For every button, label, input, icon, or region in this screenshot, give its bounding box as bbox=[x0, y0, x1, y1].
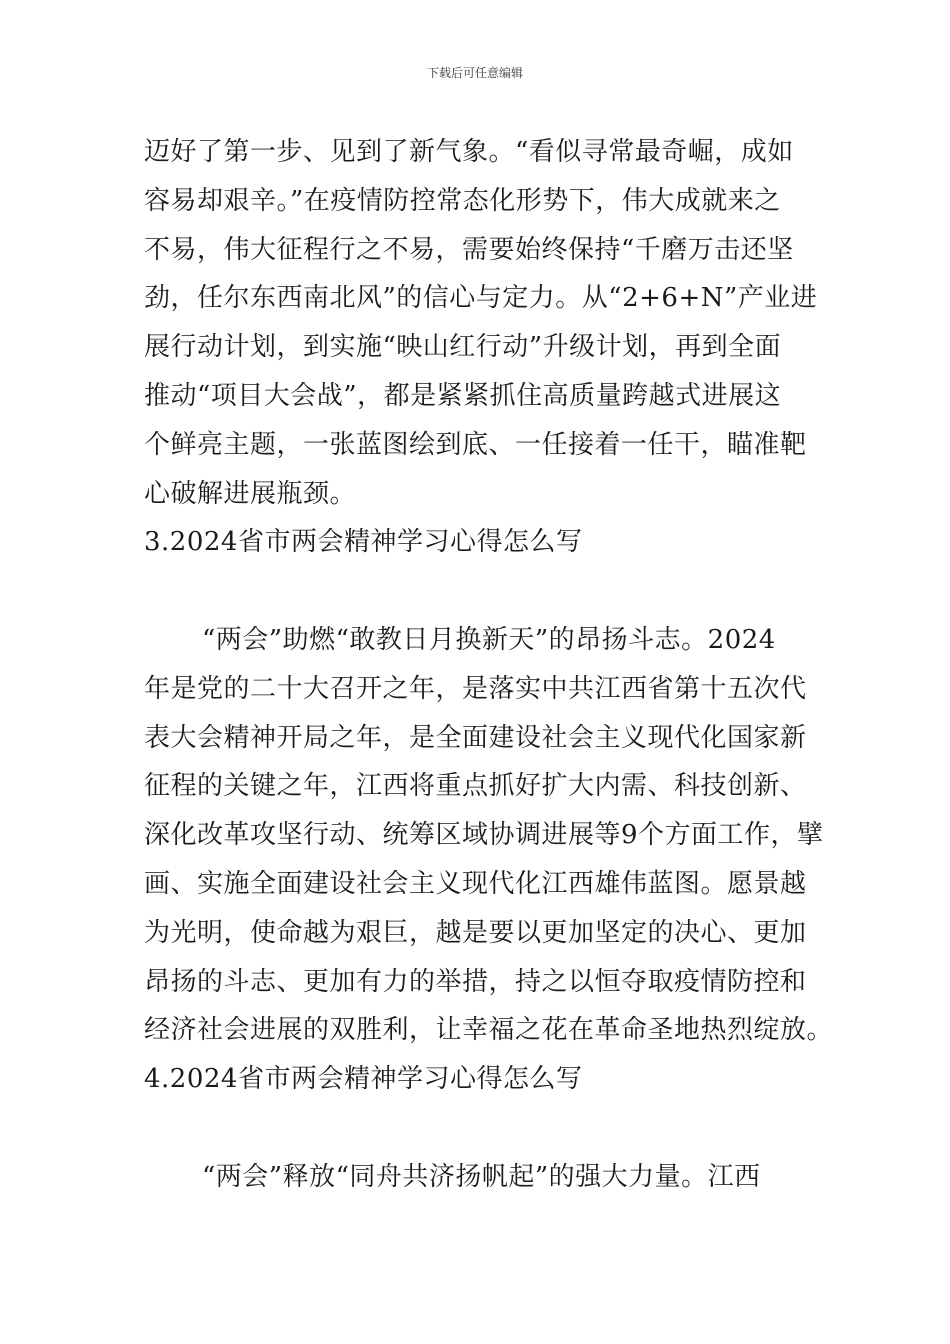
paragraph-line: “两会”释放“同舟共济扬帆起”的强大力量。江西 bbox=[202, 1161, 761, 1192]
document-body bbox=[144, 128, 834, 1202]
section-heading-3: 3.2024省市两会精神学习心得怎么写 bbox=[144, 527, 583, 558]
paragraph-line: 容易却艰辛。”在疫情防控常态化形势下，伟大成就来之 bbox=[144, 185, 781, 216]
paragraph-line: “两会”助燃“敢教日月换新天”的昂扬斗志。2024 bbox=[202, 624, 776, 655]
paragraph-line: 征程的关键之年，江西将重点抓好扩大内需、科技创新、 bbox=[144, 771, 807, 802]
paragraph-line: 劲，任尔东西南北风”的信心与定力。从“2+6+N”产业进 bbox=[144, 283, 818, 314]
page-header: 下载后可任意编辑 bbox=[426, 66, 523, 80]
paragraph-line: 个鲜亮主题，一张蓝图绘到底、一任接着一任干，瞄准靶 bbox=[144, 429, 807, 460]
paragraph-line: 展行动计划，到实施“映山红行动”升级计划，再到全面 bbox=[144, 332, 782, 363]
section-heading-4: 4.2024省市两会精神学习心得怎么写 bbox=[144, 1064, 583, 1095]
paragraph-line: 昂扬的斗志、更加有力的举措，持之以恒夺取疫情防控和 bbox=[144, 966, 807, 997]
paragraph-line: 经济社会进展的双胜利，让幸福之花在革命圣地热烈绽放。 bbox=[144, 1015, 834, 1046]
paragraph-line: 不易，伟大征程行之不易，需要始终保持“千磨万击还坚 bbox=[144, 234, 794, 265]
paragraph-line: 深化改革攻坚行动、统筹区域协调进展等9个方面工作，擘 bbox=[144, 820, 824, 851]
paragraph-line: 心破解进展瓶颈。 bbox=[144, 478, 357, 509]
blank-line bbox=[144, 567, 806, 616]
paragraph-line: 表大会精神开局之年，是全面建设社会主义现代化国家新 bbox=[144, 722, 807, 753]
paragraph-line: 画、实施全面建设社会主义现代化江西雄伟蓝图。愿景越 bbox=[144, 868, 807, 899]
paragraph-line: 迈好了第一步、见到了新气象。“看似寻常最奇崛，成如 bbox=[144, 137, 794, 167]
paragraph-line: 年是党的二十大召开之年，是落实中共江西省第十五次代 bbox=[144, 673, 807, 704]
blank-line bbox=[144, 1104, 806, 1153]
paragraph-line: 为光明，使命越为艰巨，越是要以更加坚定的决心、更加 bbox=[144, 917, 807, 948]
paragraph-line: 推动“项目大会战”，都是紧紧抓住高质量跨越式进展这 bbox=[144, 380, 782, 411]
